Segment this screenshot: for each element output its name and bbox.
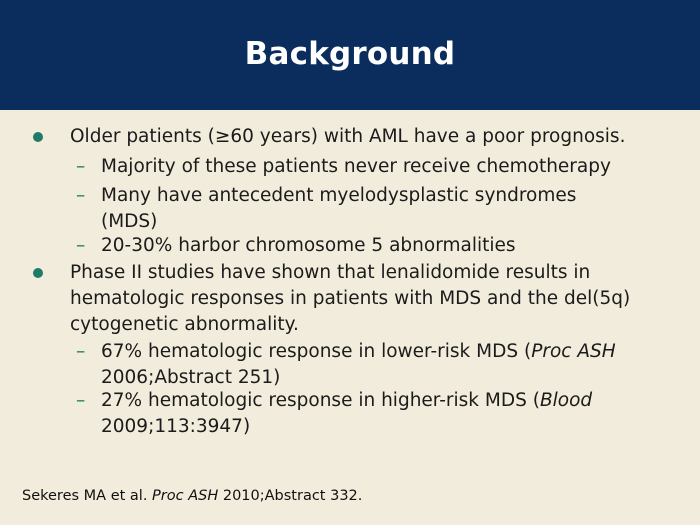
sub-bullet-text-line1: Many have antecedent myelodysplastic syndromes [101,185,577,206]
sub-bullet-text: 20-30% harbor chromosome 5 abnormalities [101,235,516,256]
sub-bullet-text-line1: 27% hematologic response in higher-risk MDS ( [101,390,540,411]
slide-title: Background [244,36,456,72]
sub-bullet-item [76,183,661,235]
bullet-text-line1: Phase II studies have shown that lenalidomide results in [70,262,591,283]
sub-bullet-text: Majority of these patients never receive chemotherapy [101,156,611,177]
dash-icon: – [76,235,86,256]
sub-bullet-text-line2: (MDS) [101,211,158,232]
bullet-text: Older patients (≥60 years) with AML have a poor prognosis. [70,126,626,147]
citation-footer [22,488,362,504]
bullet-dot-icon [33,132,43,142]
bullet-dot-icon [33,268,43,278]
sub-bullet-text-line2: 2009;113:3947) [101,416,251,437]
dash-icon: – [76,185,86,206]
bullet-text-line3: cytogenetic abnormality. [70,314,299,335]
citation-authors: Sekeres MA et al. [22,488,153,504]
bullet-item [70,260,680,338]
sub-bullet-item [76,233,661,259]
dash-icon: – [76,390,86,411]
bullet-text-line2: hematologic responses in patients with MDS and the del(5q) [70,288,631,309]
sub-bullet-text-line1: 67% hematologic response in lower-risk MDS ( [101,341,532,362]
dash-icon: – [76,156,86,177]
bullet-item [70,124,680,150]
sub-bullet-item [76,154,661,180]
sub-bullet-text-line2: 2006;Abstract 251) [101,367,281,388]
citation-journal: Proc ASH [152,488,219,504]
sub-bullet-item [76,388,661,440]
citation-details: 2010;Abstract 332. [218,488,363,504]
sub-bullet-item [76,339,661,391]
journal-name: Blood [539,390,593,411]
journal-name: Proc ASH [531,341,616,362]
dash-icon: – [76,341,86,362]
